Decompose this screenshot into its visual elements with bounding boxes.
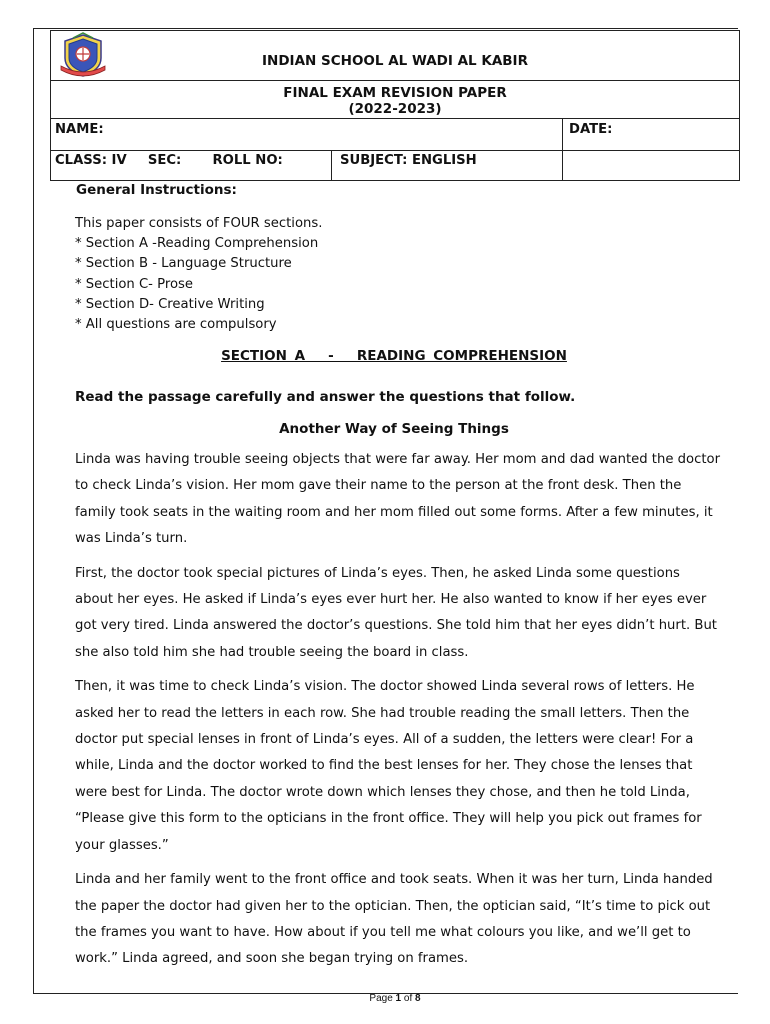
exam-title: FINAL EXAM REVISION PAPER xyxy=(283,85,507,101)
name-label: NAME: xyxy=(55,122,104,137)
exam-header xyxy=(50,80,740,118)
subject-field xyxy=(332,151,563,180)
passage-title: Another Way of Seeing Things xyxy=(279,421,509,437)
passage xyxy=(75,447,720,981)
date-label: DATE: xyxy=(569,122,613,137)
exam-year: (2022-2023) xyxy=(348,101,442,117)
instruction-line: * Section C- Prose xyxy=(75,276,194,292)
section-title: SECTION A - READING COMPREHENSION xyxy=(221,348,567,364)
roll-label: ROLL NO: xyxy=(212,153,283,168)
reading-instruction: Read the passage carefully and answer the questions that follow. xyxy=(75,389,576,405)
date-field xyxy=(563,119,739,150)
instruction-line: * Section D- Creative Writing xyxy=(75,296,265,312)
name-field xyxy=(51,119,563,150)
blank-field xyxy=(563,151,739,180)
page-word: Page xyxy=(369,993,393,1004)
instruction-line: * Section B - Language Structure xyxy=(75,256,292,272)
passage-paragraph: Linda and her family went to the front office and took seats. When it was her turn, Linda handed the paper the doctor had given her to the optician. Then, the optician said, “It’s time to pick out the frames you want to have. How about if you tell me what colours you like, and we’ll get to work.” Linda agreed, and soon she began trying on frames. xyxy=(75,872,713,967)
passage-paragraph: Then, it was time to check Linda’s vision. The doctor showed Linda several rows of letters. He asked her to read the letters in each row. She had trouble reading the small letters. Then the doctor put special lenses in front of Linda’s eyes. All of a sudden, the letters were clear! For a while, Linda and the doctor worked to find the best lenses for her. They chose the lenses that were best for Linda. The doctor wrote down which lenses they chose, and then he told Linda, “Please give this form to the opticians in the front office. They will help you pick out frames for your glasses.” xyxy=(75,679,702,853)
school-name: INDIAN SCHOOL AL WADI AL KABIR xyxy=(262,53,528,69)
instructions-heading: General Instructions: xyxy=(76,182,237,198)
passage-paragraph: Linda was having trouble seeing objects that were far away. Her mom and dad wanted the doctor to check Linda’s vision. Her mom gave their name to the person at the front desk. Then the family took seats in the waiting room and her mom filled out some forms. After a few minutes, it was Linda’s turn. xyxy=(75,452,720,547)
school-logo xyxy=(55,32,111,78)
page-total: 8 xyxy=(415,993,421,1004)
page-current: 1 xyxy=(395,993,402,1004)
page-footer xyxy=(0,993,770,1004)
student-info-row-2 xyxy=(50,150,740,181)
instructions-list xyxy=(75,214,322,335)
subject-label: SUBJECT: ENGLISH xyxy=(340,153,477,168)
instruction-line: This paper consists of FOUR sections. xyxy=(75,216,323,231)
class-sec-roll-field xyxy=(51,151,332,180)
class-label: CLASS: IV xyxy=(55,153,127,168)
sec-label: SEC: xyxy=(147,153,182,168)
instruction-line: * All questions are compulsory xyxy=(75,317,277,333)
of-word: of xyxy=(403,993,413,1004)
student-info-row-1 xyxy=(50,118,740,150)
school-header xyxy=(50,30,740,80)
instruction-line: * Section A -Reading Comprehension xyxy=(75,236,319,252)
passage-paragraph: First, the doctor took special pictures of Linda’s eyes. Then, he asked Linda some questions about her eyes. He asked if Linda’s eyes ever hurt her. He also wanted to know if her eyes ever got very tired. Linda answered the doctor’s questions. She told him that her eyes didn’t hurt. But she also told him she had trouble seeing the board in class. xyxy=(75,565,717,660)
